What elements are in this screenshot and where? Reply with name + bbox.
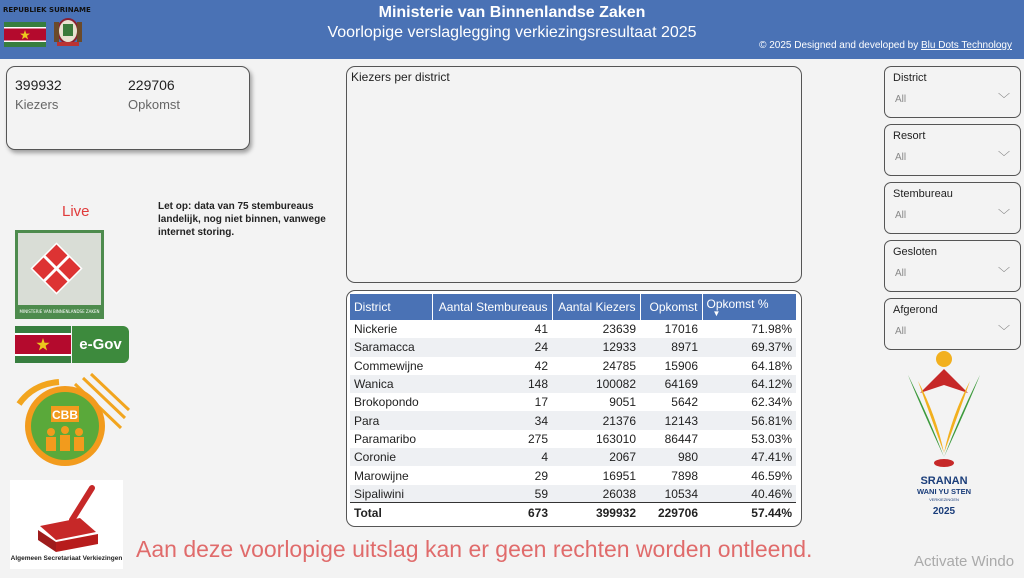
kiezers-cell: 163010 <box>595 431 636 446</box>
sranan-label: SRANAN <box>920 475 968 487</box>
results-table-panel <box>346 290 802 527</box>
total-row <box>350 503 796 523</box>
table-row[interactable] <box>350 411 796 429</box>
cbb-logo-icon <box>13 370 131 470</box>
verkiezingen-label: VERKIEZINGEN <box>929 497 959 502</box>
total-opkomst: 229706 <box>640 503 702 523</box>
district-cell: Commewijne <box>354 358 424 373</box>
opkomst-cell: 15906 <box>664 358 698 373</box>
cbb-label: CBB <box>52 408 78 422</box>
ministry-logo-icon <box>15 230 104 319</box>
table-row[interactable] <box>350 485 796 503</box>
republic-label: REPUBLIEK SURINAME <box>3 6 91 14</box>
kiezers-cell: 16951 <box>602 468 636 483</box>
slicer-value: All <box>895 326 907 337</box>
col-opkomst[interactable]: Opkomst <box>640 294 702 320</box>
opkomst-cell: 980 <box>677 450 698 465</box>
results-table <box>350 294 796 523</box>
district-cell: Coronie <box>354 450 397 465</box>
kiezers-cell: 21376 <box>602 413 636 428</box>
col-district[interactable]: District <box>350 294 432 320</box>
wani-label: WANI YU STEN <box>916 487 972 496</box>
kiezers-label: Kiezers <box>15 97 59 112</box>
page-title: Ministerie van Binnenlandse Zaken <box>378 4 646 21</box>
opkomst-pct-cell: 53.03% <box>751 431 792 446</box>
asv-logo-icon <box>10 480 123 569</box>
district-cell: Saramacca <box>354 340 415 355</box>
slicer-title: Resort <box>893 130 926 142</box>
district-cell: Nickerie <box>354 322 398 337</box>
opkomst-cell: 8971 <box>671 340 698 355</box>
col-kiezers[interactable]: Aantal Kiezers <box>552 294 640 320</box>
total-opkomst-pct: 57.44% <box>702 503 796 523</box>
stembureaus-cell: 275 <box>527 431 548 446</box>
col-opkomst-pct-label: Opkomst % <box>706 297 769 311</box>
asv-label: Algemeen Secretariaat Verkiezingen <box>10 555 123 562</box>
district-cell: Brokopondo <box>354 395 419 410</box>
opkomst-pct-cell: 47.41% <box>751 450 792 465</box>
table-header-row <box>350 294 796 320</box>
ministry-caption: MINISTERIE VAN BINNENLANDSE ZAKEN <box>19 309 100 314</box>
kiezers-cell: 24785 <box>602 358 636 373</box>
slicer-value: All <box>895 94 907 105</box>
egov-logo <box>15 326 129 363</box>
slicer-title: District <box>893 72 927 84</box>
kiezers-per-district-chart <box>346 66 802 283</box>
sranan-election-logo-icon <box>900 345 988 523</box>
total-kiezers: 399932 <box>552 503 640 523</box>
stembureaus-cell: 59 <box>534 486 548 501</box>
kiezers-cell: 23639 <box>602 322 636 337</box>
stembureaus-cell: 41 <box>534 322 548 337</box>
district-cell: Wanica <box>354 377 394 392</box>
activate-windows-watermark: Activate Windo <box>914 553 1015 570</box>
table-row[interactable] <box>350 393 796 411</box>
suriname-flag-icon <box>15 326 71 363</box>
disclaimer-text: Aan deze voorlopige uitslag kan er geen rechten worden ontleend. <box>136 536 813 562</box>
chevron-down-icon[interactable]: ﹀ <box>997 266 1010 280</box>
slicer-title: Afgerond <box>893 304 938 316</box>
opkomst-pct-cell: 64.12% <box>751 377 792 392</box>
stembureaus-cell: 148 <box>527 377 548 392</box>
total-stembureaus: 673 <box>432 503 552 523</box>
slicer-district[interactable] <box>884 66 1021 118</box>
total-label: Total <box>350 503 432 523</box>
opkomst-cell: 5642 <box>671 395 698 410</box>
credit-link[interactable]: Blu Dots Technology <box>921 40 1012 51</box>
opkomst-cell: 86447 <box>664 431 698 446</box>
stembureaus-cell: 4 <box>541 450 548 465</box>
col-stembureaus[interactable]: Aantal Stembureaus <box>432 294 552 320</box>
kiezers-value: 399932 <box>15 77 62 93</box>
slicer-value: All <box>895 268 907 279</box>
district-cell: Paramaribo <box>354 431 417 446</box>
opkomst-pct-cell: 64.18% <box>751 358 792 373</box>
slicer-title: Stembureau <box>893 188 953 200</box>
opkomst-pct-cell: 69.37% <box>751 340 792 355</box>
opkomst-cell: 10534 <box>664 486 698 501</box>
opkomst-cell: 64169 <box>664 377 698 392</box>
slicer-gesloten[interactable] <box>884 240 1021 292</box>
slicer-stembureau[interactable] <box>884 182 1021 234</box>
opkomst-cell: 7898 <box>671 468 698 483</box>
slicer-title: Gesloten <box>893 246 938 258</box>
stembureaus-cell: 24 <box>534 340 548 355</box>
egov-label: e-Gov <box>72 326 129 363</box>
slicer-value: All <box>895 152 907 163</box>
sort-desc-icon: ▼ <box>712 309 721 318</box>
live-label: Live <box>62 203 90 220</box>
year-label: 2025 <box>932 506 956 517</box>
district-cell: Para <box>354 413 380 428</box>
opkomst-cell: 17016 <box>664 322 698 337</box>
table-row[interactable] <box>350 357 796 375</box>
table-row[interactable] <box>350 320 796 338</box>
kiezers-cell: 26038 <box>602 486 636 501</box>
kpi-card <box>6 66 250 150</box>
table-row[interactable] <box>350 430 796 448</box>
slicer-afgerond[interactable] <box>884 298 1021 350</box>
opkomst-cell: 12143 <box>664 413 698 428</box>
page-subtitle: Voorlopige verslaglegging verkiezingsresultaat 2025 <box>327 24 697 41</box>
opkomst-pct-cell: 71.98% <box>751 322 792 337</box>
col-opkomst-pct[interactable] <box>702 294 796 320</box>
header-bar <box>0 0 1024 59</box>
table-row[interactable] <box>350 466 796 484</box>
chevron-down-icon[interactable]: ﹀ <box>997 324 1010 338</box>
chevron-down-icon[interactable]: ﹀ <box>997 208 1010 222</box>
stembureaus-cell: 29 <box>534 468 548 483</box>
table-row[interactable] <box>350 448 796 466</box>
notice-text: Let op: data van 75 stembureaus landelijk, nog niet binnen, vanwege internet storing. <box>158 201 326 238</box>
chart-title: Kiezers per district <box>351 70 450 84</box>
chevron-down-icon[interactable]: ﹀ <box>997 92 1010 106</box>
credit-prefix: © 2025 Designed and developed by <box>759 40 922 51</box>
chevron-down-icon[interactable]: ﹀ <box>997 150 1010 164</box>
credit-text <box>759 40 1012 51</box>
kiezers-cell: 2067 <box>609 450 636 465</box>
table-row[interactable] <box>350 338 796 356</box>
stembureaus-cell: 42 <box>534 358 548 373</box>
district-cell: Marowijne <box>354 468 409 483</box>
kiezers-cell: 12933 <box>602 340 636 355</box>
slicer-resort[interactable] <box>884 124 1021 176</box>
kiezers-cell: 9051 <box>609 395 636 410</box>
stembureaus-cell: 34 <box>534 413 548 428</box>
slicer-value: All <box>895 210 907 221</box>
opkomst-pct-cell: 62.34% <box>751 395 792 410</box>
opkomst-pct-cell: 46.59% <box>751 468 792 483</box>
opkomst-label: Opkomst <box>128 97 181 112</box>
opkomst-pct-cell: 56.81% <box>751 413 792 428</box>
stembureaus-cell: 17 <box>534 395 548 410</box>
table-row[interactable] <box>350 375 796 393</box>
kiezers-cell: 100082 <box>595 377 636 392</box>
opkomst-value: 229706 <box>128 77 175 93</box>
opkomst-pct-cell: 40.46% <box>751 486 792 501</box>
district-cell: Sipaliwini <box>354 486 405 501</box>
